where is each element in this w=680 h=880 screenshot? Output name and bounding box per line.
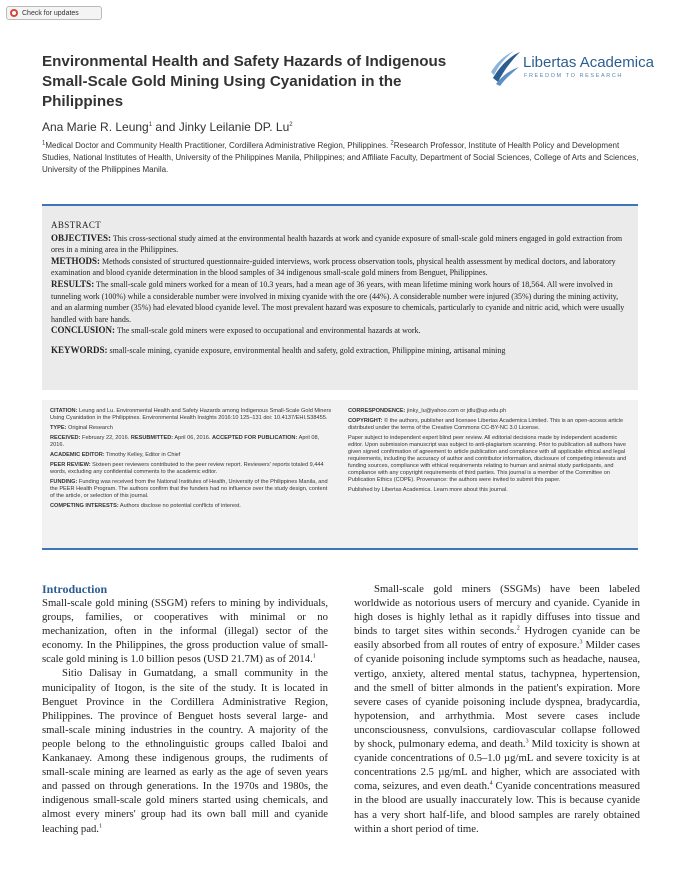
meta-label: COPYRIGHT: <box>348 418 383 424</box>
abstract-keywords <box>51 345 629 357</box>
meta-text: Funding was received from the National Institutes of Health, University of the Philippines Manila, and the PEER Health Program. The authors confirm that the funders had no influence over the study design, content of the article, or selection of this journal. <box>50 479 328 499</box>
reference-marker: 1 <box>98 822 102 829</box>
meta-label: RESUBMITTED: <box>130 435 174 441</box>
meta-label: ACADEMIC EDITOR: <box>50 452 105 458</box>
check-updates-label: Check for updates <box>22 9 79 17</box>
metadata-left-column <box>50 408 332 513</box>
reference-marker: 1 <box>312 653 316 660</box>
copyright <box>348 418 632 432</box>
dates <box>50 435 332 449</box>
meta-label: CITATION: <box>50 408 78 414</box>
abstract-text: Methods consisted of structured questionnaire-guided interviews, work process observation tools, physical health assessment by medical doctors, and laboratory examination and blood cyanide determination in the blood samples of 34 indigenous small-scale gold miners from Benguet, Philippines. <box>51 256 616 278</box>
meta-label: COMPETING INTERESTS: <box>50 503 119 509</box>
publisher-tagline: FREEDOM TO RESEARCH <box>524 73 623 79</box>
body-paragraph <box>42 596 328 666</box>
abstract-heading: ABSTRACT <box>51 220 102 230</box>
meta-label: CORRESPONDENCE: <box>348 408 406 414</box>
author-affil-marker: 2 <box>289 122 293 128</box>
reference-marker: 2 <box>516 625 520 632</box>
author-list <box>42 120 642 134</box>
keywords-text: small-scale mining, cyanide exposure, environmental health and safety, gold extraction, Philippine mining, artisanal mining <box>107 345 506 355</box>
affil-marker: 1 <box>42 140 46 147</box>
affiliation-text: Research Professor, Institute of Health Policy and Development Studies, National Institutes of Health, University of the Philippines Manila, Philippines; and Affiliate Faculty, Department of Social Sciences, College of Arts and Sciences, University of the Philippines Manila. <box>42 141 639 174</box>
reference-marker: 3 <box>525 738 529 745</box>
check-updates-icon <box>10 9 18 17</box>
meta-text: Authors disclose no potential conflicts of interest. <box>118 503 241 509</box>
reference-marker: 4 <box>489 780 493 787</box>
published-by: Published by Libertas Academica. Learn more about this journal. <box>348 487 508 493</box>
funding <box>50 479 332 500</box>
section-heading-introduction: Introduction <box>42 582 108 596</box>
meta-text: Sixteen peer reviewers contributed to the peer review report. Reviewers' reports totaled 9,444 words, excluding any confidential comments to the academic editor. <box>50 462 324 475</box>
meta-text: jinky_lu@yahoo.com or jdlu@up.edu.ph <box>405 408 507 414</box>
affiliations <box>42 140 642 176</box>
meta-text: © the authors, publisher and licensee Libertas Academica Limited. This is an open-access article distributed under the terms of the Creative Commons CC-BY-NC 3.0 License. <box>348 418 624 431</box>
libertas-wing-icon <box>490 48 522 88</box>
paragraph-text: Cyanide concentrations measured in the blood are usually inaccurately low. This is because cyanide has a very short half-life, and blood samples are rarely obtained within a short period of time. <box>354 780 640 835</box>
meta-text: February 22, 2016. <box>80 435 131 441</box>
paragraph-text: Hydrogen cyanide can be easily absorbed from all routes of entry of exposure. <box>354 625 641 652</box>
abstract-results <box>51 279 629 325</box>
article-type <box>50 425 332 432</box>
author-name: and Jinky Leilanie DP. Lu <box>152 120 290 134</box>
meta-text: April 06, 2016. <box>173 435 212 441</box>
affil-marker: 2 <box>390 140 394 147</box>
citation <box>50 408 332 422</box>
paragraph-text: Small-scale gold miners (SSGMs) have been labeled worldwide as notorious users of mercury and cyanide. Cyanide in high doses is highly lethal as it rapidly diffuses into tissue and binds to target sites within seconds. <box>354 583 640 638</box>
abstract-label: METHODS: <box>51 255 101 266</box>
meta-text: Timothy Kelley, Editor in Chief <box>104 452 181 458</box>
abstract-label: OBJECTIVES: <box>51 232 112 243</box>
metadata-right-column <box>348 408 632 497</box>
body-paragraph <box>42 666 328 835</box>
meta-text: Original Research <box>66 425 113 431</box>
editorial-policy: Paper subject to independent expert blind peer review. All editorial decisions made by independent academic editor. Upon submission manuscript was subject to anti-plagiarism scanning. Prior to publication all authors have given signed confirmation of agreement to article publication and compliance with all applicable ethical and legal requirements, including the accuracy of author and contributor information, disclosure of competing interests and funding sources, compliance with ethical requirements relating to human and animal study participants, and compliance with any copyright requirements of third parties. This journal is a member of the Committee on Publication Ethics (COPE). Provenance: the authors were invited to submit this paper. <box>348 435 627 483</box>
meta-text: Leung and Lu. Environmental Health and Safety Hazards among Indigenous Small-Scale Gold Miners Using Cyanidation in the Philippines. Environmental Health Insights 2016:10 125–131 doi: 10.4137/EHI.S38455. <box>50 408 332 421</box>
author-affil-marker: 1 <box>148 122 153 128</box>
abstract-label: KEYWORDS: <box>51 344 108 355</box>
publisher-logo <box>490 48 654 88</box>
article-metadata <box>42 400 638 550</box>
abstract-label: RESULTS: <box>51 278 95 289</box>
academic-editor <box>50 452 332 459</box>
meta-label: TYPE: <box>50 425 67 431</box>
paragraph-text: Mild toxicity is shown at cyanide concentrations of 0.5–1.0 µg/mL and severe toxicity is at concentrations 2.5 µg/mL and higher, which are associated with coma, seizures, and even death. <box>354 738 641 793</box>
article-title: Environmental Health and Safety Hazards of Indigenous Small-Scale Gold Mining Using Cyanidation in the Philippines <box>42 53 447 110</box>
paragraph-text: Sitio Dalisay in Gumatdang, a small community in the municipality of Itogon, is the site of the study. It is located in Benguet Province in the Cordillera Administrative Region, Philippines. The province of Benguet hosts several large- and small-scale mining industries in the country. A majority of the people belong to the ethnolinguistic groups called Ibaloi and Kankanaey. Among these indigenous groups, the rudiments of small-scale mining are learned as early as the age of seven years and passed on through generations. In the 1970s and 1980s, the indigenous small-scale gold miners started using chemicals, and almost every miners' group had its own ball mill and cyanide leaching pad. <box>42 667 328 835</box>
author-name: Ana Marie R. Leung <box>42 120 149 134</box>
publisher-name: Libertas Academica <box>523 54 654 71</box>
competing-interests <box>50 503 332 510</box>
correspondence <box>348 408 632 415</box>
abstract-text: The small-scale gold miners worked for a mean of 10.3 years, had a mean age of 36 years, with mean lifetime mining work hours of 18,564. All were involved in tunneling work (100%) while a considerable number were involved in mixing cyanide with the ore (44%). A considerable number were injured (35%) during the mining activity, and an alarming number (35%) had elevated blood cyanide level. The most prevalent hazard was exposure to chemicals, particularly to cyanide and nitric acid, which were usually handled with bare hands. <box>51 279 625 324</box>
meta-text: April 08, 2016. <box>50 435 320 448</box>
meta-label: PEER REVIEW: <box>50 462 91 468</box>
check-for-updates-button[interactable] <box>6 6 102 20</box>
abstract-conclusion <box>51 325 629 337</box>
abstract-label: CONCLUSION: <box>51 325 116 336</box>
body-right-column <box>354 582 640 836</box>
abstract-methods <box>51 256 629 279</box>
abstract-objectives <box>51 233 629 256</box>
meta-label: FUNDING: <box>50 479 78 485</box>
peer-review <box>50 462 332 476</box>
paragraph-text: Small-scale gold mining (SSGM) refers to mining by individuals, groups, families, or cooperatives with minimal or no mechanization, often in the informal (illegal) sector of the economy. In the Philippines, the gross production value of small-scale gold mining is 1.0 billion pesos (USD 21.7M) as of 2014. <box>42 597 328 666</box>
body-paragraph <box>354 582 640 836</box>
meta-label: ACCEPTED FOR PUBLICATION: <box>211 435 298 441</box>
affiliation-text: Medical Doctor and Community Health Practitioner, Cordillera Administrative Region, Philippines. <box>45 141 391 150</box>
reference-marker: 3 <box>579 639 583 646</box>
abstract-box <box>42 204 638 390</box>
paragraph-text: Milder cases of cyanide poisoning include symptoms such as headache, nausea, vertigo, anxiety, altered mental status, tachypnea, hypertension, and the smell of bitter almonds in the patient's expiration. More severe cases of cyanide poisoning include dyspnea, bradycardia, hypotension, and arrhythmia. Most severe cases include unconsciousness, convulsions, cardiovascular collapse followed by shock, pulmonary edema, and death. <box>354 639 641 751</box>
body-left-column <box>42 582 328 836</box>
abstract-text: The small-scale gold miners were exposed to occupational and environmental hazards at work. <box>115 326 421 336</box>
abstract-text: This cross-sectional study aimed at the environmental health hazards at work and cyanide exposure of small-scale gold miners engaged in gold extraction from ores in a mining area in the Philippines. <box>51 233 623 255</box>
meta-label: RECEIVED: <box>50 435 81 441</box>
